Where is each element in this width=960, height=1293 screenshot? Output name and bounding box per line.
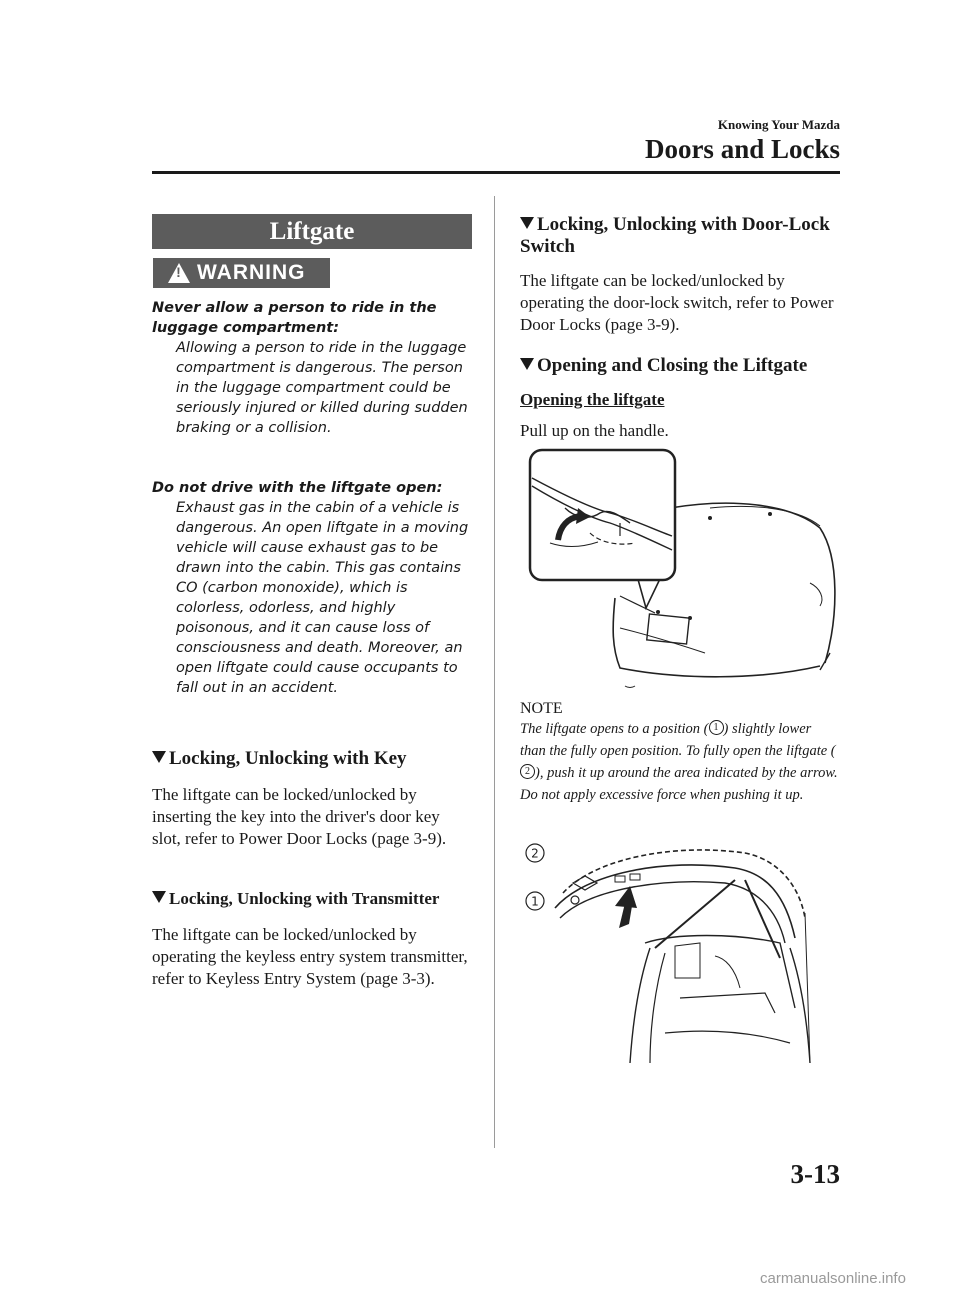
transmitter-body: The liftgate can be locked/unlocked by operating the keyless entry system transmitter, refer to Keyless Entry System (page 3-3). <box>152 925 468 988</box>
page-number: 3-13 <box>790 1159 840 1189</box>
warning-2-body: Exhaust gas in the cabin of a vehicle is dangerous. An open liftgate in a moving vehicle will cause exhaust gas to be drawn into the cabin. This gas contains CO (carbon monoxide), which is colorless, odorless, and highly poisonous, and it can cause loss of consciousness and death. Moreover, an open liftgate could cause occupants to fall out in an accident. <box>176 500 469 696</box>
liftgate-heading: Liftgate <box>152 214 472 249</box>
open-close-heading: Opening and Closing the Liftgate <box>520 355 840 377</box>
column-divider <box>494 196 495 1148</box>
marker-2-icon: 2 <box>520 764 535 779</box>
figure-label-1: 1 <box>531 894 539 909</box>
key-heading: Locking, Unlocking with Key <box>152 748 482 770</box>
section-title: Doors and Locks <box>644 134 840 164</box>
liftgate-handle-figure <box>520 448 840 693</box>
warning-label: WARNING <box>197 261 306 284</box>
warning-1-body: Allowing a person to ride in the luggage compartment is dangerous. The person in the luggage compartment could be seriously injured or killed during sudden braking or a collision. <box>176 340 468 436</box>
bullet-triangle-icon <box>152 891 166 903</box>
warning-1-lead: Never allow a person to ride in the luggage compartment: <box>152 300 437 336</box>
bullet-triangle-icon <box>520 358 534 370</box>
figure-label-2: 2 <box>531 846 539 861</box>
bullet-triangle-icon <box>152 751 166 763</box>
marker-1-icon: 1 <box>709 720 724 735</box>
chapter-title: Knowing Your Mazda <box>717 117 840 132</box>
bullet-triangle-icon <box>520 217 534 229</box>
note-heading: NOTE <box>520 700 563 717</box>
transmitter-heading: Locking, Unlocking with Transmitter <box>152 888 492 910</box>
opening-subtitle: Opening the liftgate <box>520 390 665 409</box>
note-text: The liftgate opens to a position ( 1 ) slightly lower than the fully open position. To fully open the liftgate (2 ), push it up around the area indicated by the arrow. Do not apply excessive force when pushing it up. <box>520 721 838 803</box>
warning-badge <box>153 258 330 288</box>
doorlock-heading: Locking, Unlocking with Door-Lock Switch <box>520 214 830 257</box>
key-body: The liftgate can be locked/unlocked by inserting the key into the driver's door key slot, refer to Power Door Locks (page 3-9). <box>152 785 447 848</box>
opening-body: Pull up on the handle. <box>520 421 669 440</box>
liftgate-open-figure <box>515 838 820 1066</box>
exclamation-icon: ! <box>176 264 182 280</box>
doorlock-body: The liftgate can be locked/unlocked by operating the door-lock switch, refer to Power Door Locks (page 3-9). <box>520 271 834 334</box>
watermark: carmanualsonline.info <box>760 1270 906 1287</box>
warning-2-lead: Do not drive with the liftgate open: <box>152 480 443 496</box>
header-rule <box>152 171 840 174</box>
